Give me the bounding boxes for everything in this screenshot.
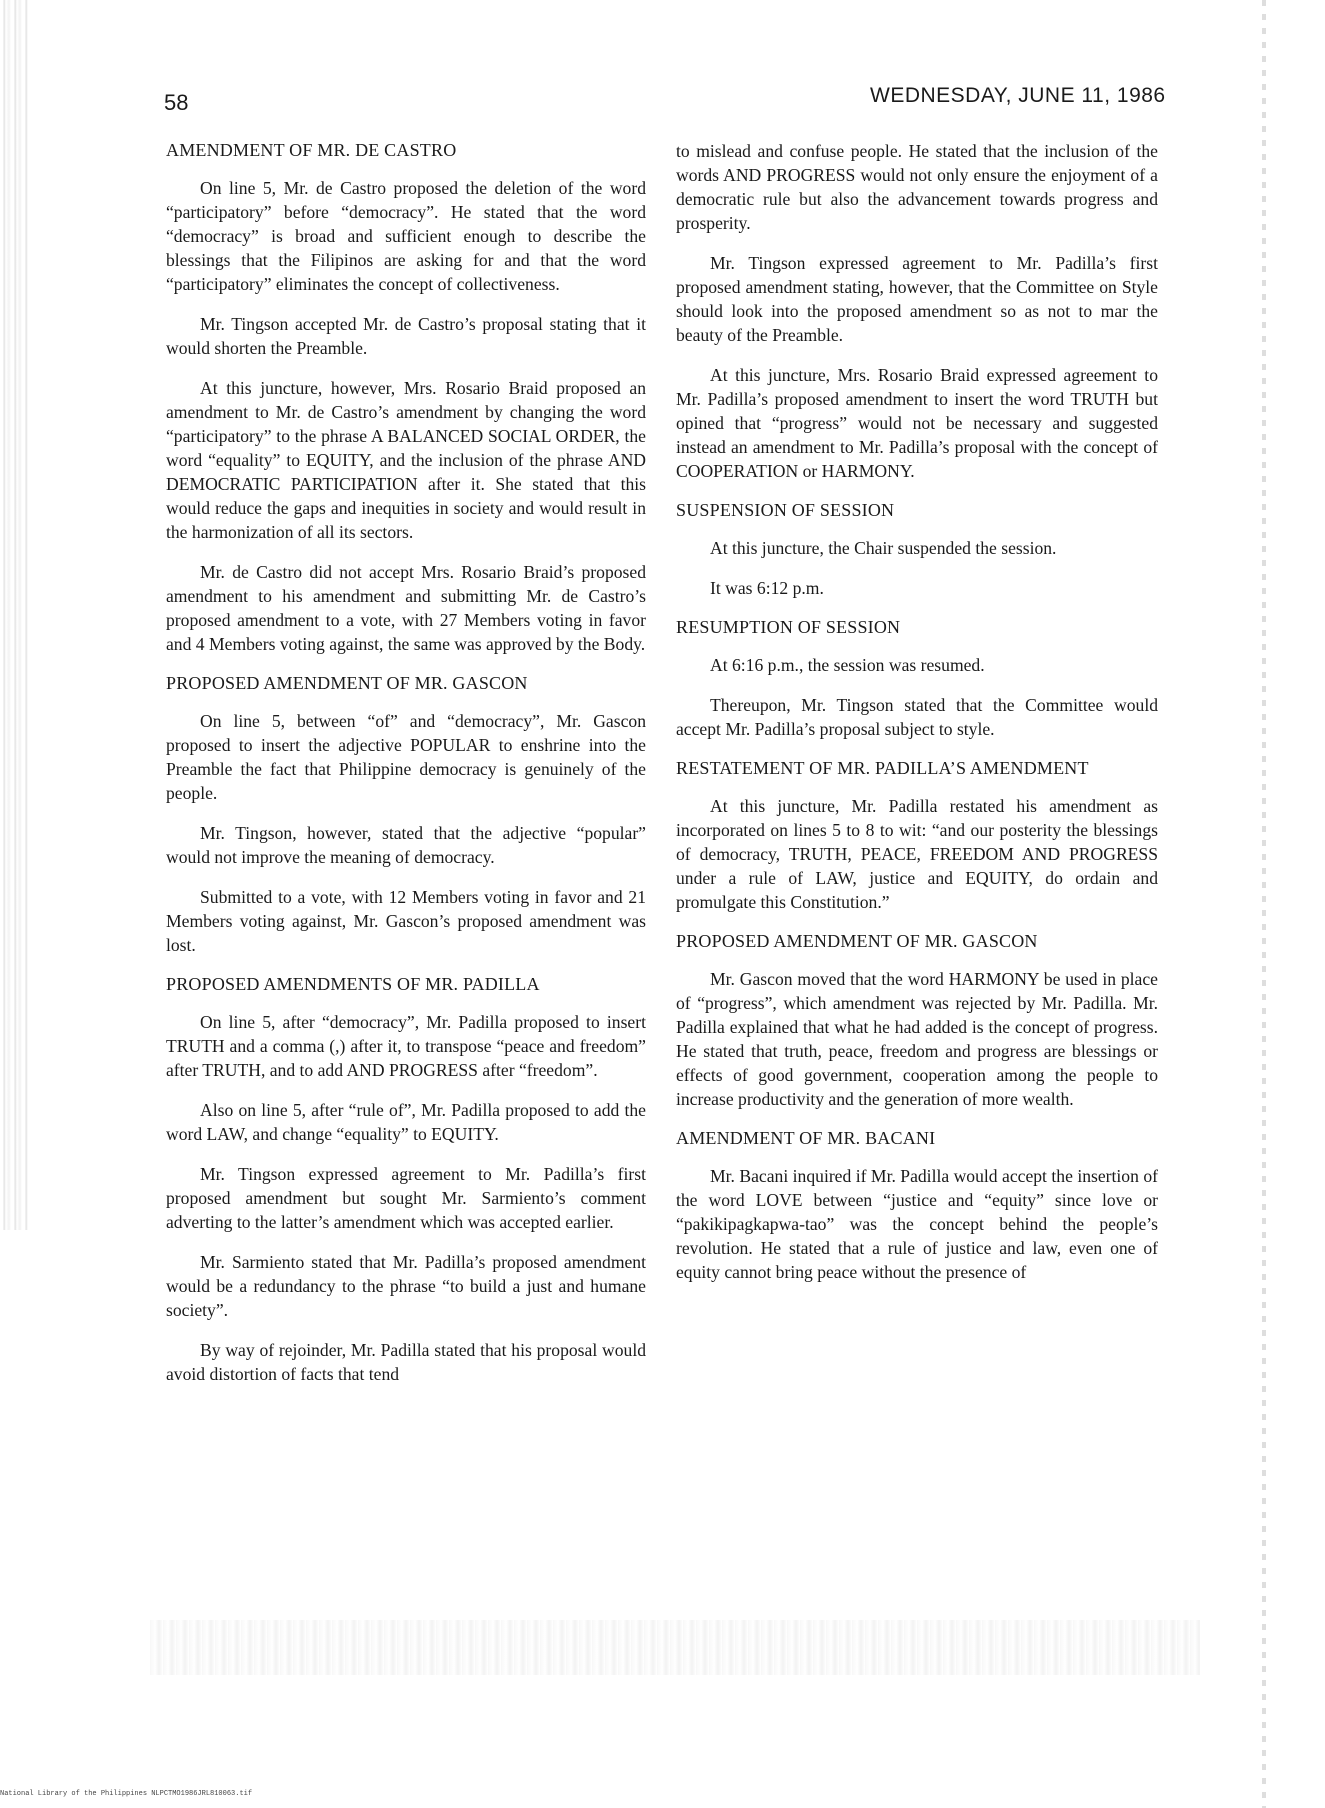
- paragraph: On line 5, after “democracy”, Mr. Padilla proposed to insert TRUTH and a comma (,) after it, to transpose “peace and freedom” after TRUTH, and to add AND PROGRESS after “freedom”.: [166, 1012, 646, 1080]
- section-heading: PROPOSED AMENDMENT OF MR. GASCON: [676, 931, 1038, 951]
- paragraph: On line 5, between “of” and “democracy”, Mr. Gascon proposed to insert the adjective POPULAR to enshrine into the Preamble the fact that Philippine democracy is genuinely of the people.: [166, 711, 646, 803]
- paragraph: Thereupon, Mr. Tingson stated that the Committee would accept Mr. Padilla’s proposal subject to style.: [676, 695, 1158, 739]
- paragraph: On line 5, Mr. de Castro proposed the deletion of the word “participatory” before “democracy”. He stated that the word “democracy” is broad and sufficient enough to describe the blessings that the Filipinos are asking for and that the word “participatory” eliminates the concept of collectiveness.: [166, 178, 646, 294]
- paragraph: Submitted to a vote, with 12 Members voting in favor and 21 Members voting against, Mr. Gascon’s proposed amendment was lost.: [166, 887, 646, 955]
- paragraph: Mr. Tingson accepted Mr. de Castro’s proposal stating that it would shorten the Preamble.: [166, 314, 646, 358]
- scan-footer: National Library of the Philippines NLPCTMO1986JRL810063.tif: [0, 1790, 253, 1798]
- paragraph: Mr. Sarmiento stated that Mr. Padilla’s proposed amendment would be a redundancy to the phrase “to build a just and humane society”.: [166, 1252, 646, 1320]
- paragraph: Mr. Tingson expressed agreement to Mr. Padilla’s first proposed amendment but sought Mr. Sarmiento’s comment adverting to the latter’s amendment which was accepted earlier.: [166, 1164, 646, 1232]
- section-heading: PROPOSED AMENDMENT OF MR. GASCON: [166, 673, 528, 693]
- section-heading: PROPOSED AMENDMENTS OF MR. PADILLA: [166, 974, 540, 994]
- paragraph-continued: to mislead and confuse people. He stated that the inclusion of the words AND PROGRESS would not only ensure the enjoyment of a democratic rule but also the advancement towards progress and prosperity.: [676, 141, 1158, 233]
- paragraph: Mr. Gascon moved that the word HARMONY be used in place of “progress”, which amendment was rejected by Mr. Padilla. Mr. Padilla explained that what he had added is the concept of progress. He stated that truth, peace, freedom and progress are blessings or effects of good government, cooperation among the people to increase productivity and the generation of more wealth.: [676, 969, 1158, 1109]
- section-heading: RESTATEMENT OF MR. PADILLA’S AMENDMENT: [676, 758, 1089, 778]
- paragraph: At this juncture, Mr. Padilla restated his amendment as incorporated on lines 5 to 8 to wit: “and our posterity the blessings of democracy, TRUTH, PEACE, FREEDOM AND PROGRESS under a rule of LAW, justice and EQUITY, do ordain and promulgate this Constitution.”: [676, 796, 1158, 912]
- paragraph: At this juncture, Mrs. Rosario Braid expressed agreement to Mr. Padilla’s proposed amendment to insert the word TRUTH but opined that “progress” would not be necessary and suggested instead an amendment to Mr. Padilla’s proposal with the concept of COOPERATION or HARMONY.: [676, 365, 1158, 481]
- running-head-date: WEDNESDAY, JUNE 11, 1986: [870, 84, 1166, 107]
- right-column: [676, 139, 1158, 1300]
- paragraph: At this juncture, however, Mrs. Rosario Braid proposed an amendment to Mr. de Castro’s amendment by changing the word “participatory” to the phrase A BALANCED SOCIAL ORDER, the word “equality” to EQUITY, and the inclusion of the phrase AND DEMOCRATIC PARTICIPATION after it. She stated that this would reduce the gaps and inequities in society and would result in the harmonization of all its sectors.: [166, 378, 646, 542]
- section-heading: AMENDMENT OF MR. BACANI: [676, 1128, 936, 1148]
- paragraph: Mr. Tingson, however, stated that the adjective “popular” would not improve the meaning of democracy.: [166, 823, 646, 867]
- paragraph: At 6:16 p.m., the session was resumed.: [710, 655, 985, 675]
- paragraph: At this juncture, the Chair suspended the session.: [710, 538, 1057, 558]
- paragraph: Also on line 5, after “rule of”, Mr. Padilla proposed to add the word LAW, and change “equality” to EQUITY.: [166, 1100, 646, 1144]
- paragraph: Mr. de Castro did not accept Mrs. Rosario Braid’s proposed amendment to his amendment and submitting Mr. de Castro’s proposed amendment to a vote, with 27 Members voting in favor and 4 Members voting against, the same was approved by the Body.: [166, 562, 646, 654]
- paragraph: By way of rejoinder, Mr. Padilla stated that his proposal would avoid distortion of facts that tend: [166, 1340, 646, 1384]
- scan-right-edge: [1262, 0, 1266, 1808]
- section-heading: AMENDMENT OF MR. DE CASTRO: [166, 140, 457, 160]
- page-number: 58: [164, 90, 189, 115]
- paragraph: Mr. Tingson expressed agreement to Mr. Padilla’s first proposed amendment stating, however, that the Committee on Style should look into the proposed amendment so as not to mar the beauty of the Preamble.: [676, 253, 1158, 345]
- section-heading: SUSPENSION OF SESSION: [676, 500, 895, 520]
- scan-binding-edge: [0, 0, 28, 1230]
- scan-noise: [150, 1620, 1200, 1675]
- section-heading: RESUMPTION OF SESSION: [676, 617, 901, 637]
- paragraph: It was 6:12 p.m.: [710, 578, 824, 598]
- left-column: [166, 139, 646, 1402]
- paragraph: Mr. Bacani inquired if Mr. Padilla would accept the insertion of the word LOVE between “justice and “equity” since love or “pakikipagkapwa-tao” was the concept behind the people’s revolution. He stated that a rule of justice and law, even one of equity cannot bring peace without the presence of: [676, 1166, 1158, 1282]
